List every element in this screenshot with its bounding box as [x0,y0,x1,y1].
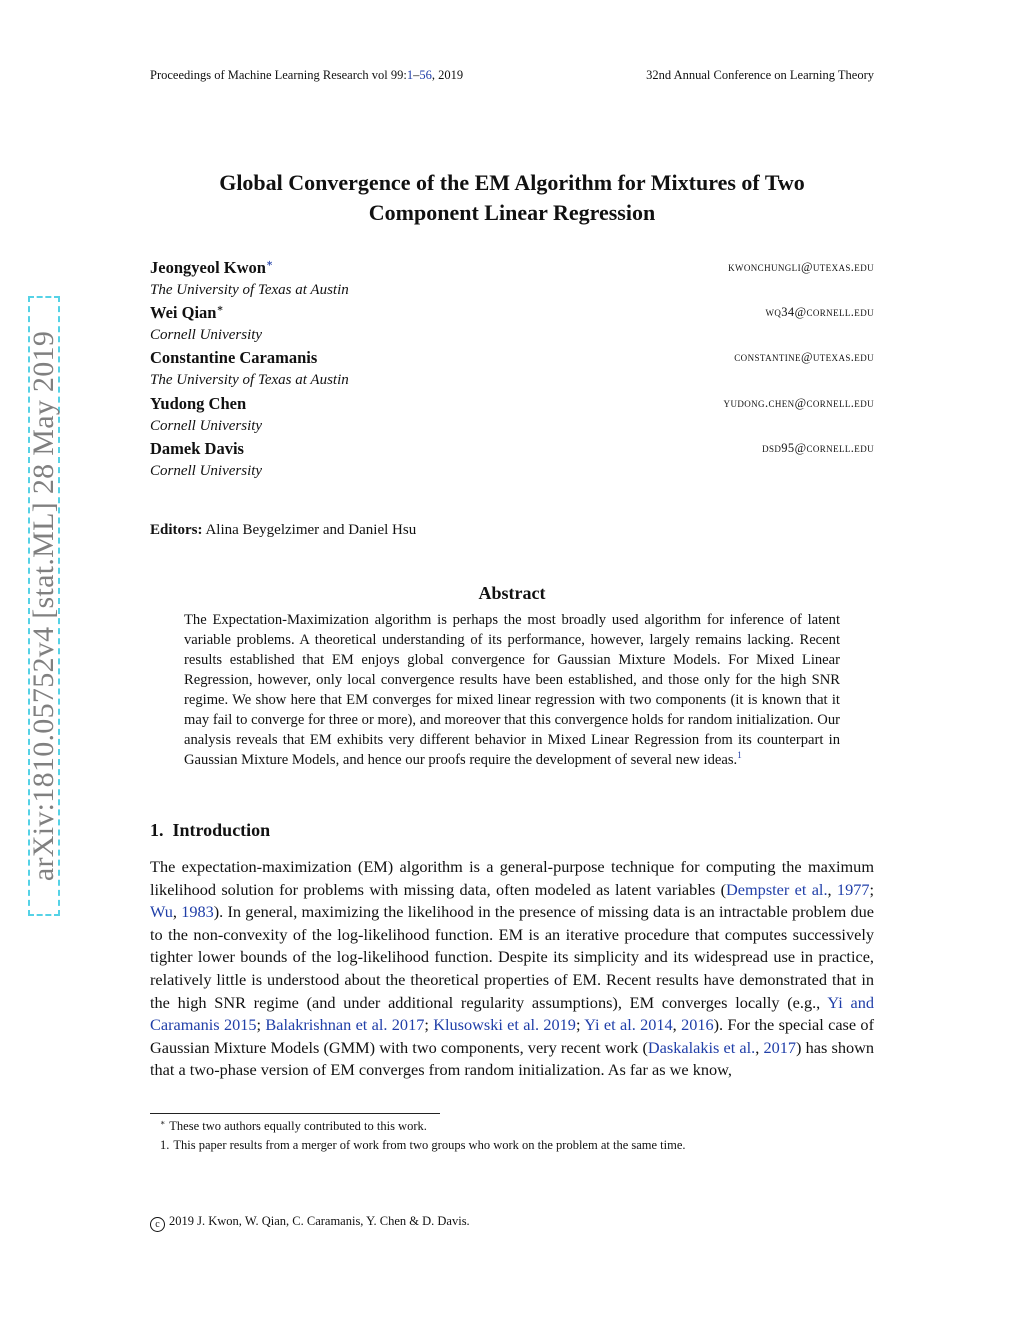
author-affiliation: Cornell University [150,327,263,343]
first-page-link[interactable]: 1 [406,68,414,82]
citation-link[interactable]: Wu [150,902,173,922]
copyright-line: c 2019 J. Kwon, W. Qian, C. Caramanis, Y. Chen & D. Davis. [150,1214,470,1232]
abstract-text: The Expectation-Maximization algorithm is perhaps the most broadly used algorithm for inference of latent variable problems. A theoretical understanding of its performance, however, largely remains lacking. Recent results established that EM enjoys global convergence for Gaussian Mixture Models. For Mixed Linear Regression, however, only local convergence results have been established, and those only for the high SNR regime. We show here that EM converges for mixed linear regression with two components (it is known that it may fail to converge for three or more), and moreover that this convergence holds for random initialization. Our analysis reveals that EM exhibits very different behavior in Mixed Linear Regression from its counterpart in Gaussian Mixture Models, and hence our proofs require the development of several new ideas.$^1$ [184,612,840,768]
citation-link[interactable]: 1983 [181,902,214,922]
author-row [150,303,874,325]
author-affiliation: Cornell University [150,463,263,479]
footnote-star: ∗ These two authors equally contributed to this work. [160,1117,427,1133]
arxiv-stamp [24,290,64,920]
author-row [150,348,874,370]
footnote-rule [150,1113,440,1114]
footnote-1: 1. This paper results from a merger of work from two groups who work on the problem at the same time. [160,1138,686,1152]
author-name: Damek Davis [150,439,244,458]
running-header-right: 32nd Annual Conference on Learning Theory [646,68,874,82]
author-name: Wei Qian∗ [150,303,224,322]
citation-link[interactable]: Daskalakis et al. [647,1037,756,1057]
last-page-link[interactable]: 56 [419,68,432,82]
author-row [150,258,874,280]
author-name: Yudong Chen [150,394,247,413]
citation-link[interactable]: Yi and Caramanis 2015 [150,992,874,1035]
citation-link[interactable]: Dempster et al. [726,879,828,899]
author-affiliation: The University of Texas at Austin [150,282,349,298]
title-line-1: Global Convergence of the EM Algorithm for Mixtures of Two [219,170,805,195]
author-email: wq34@cornell.edu [765,305,874,319]
author-affiliation: Cornell University [150,418,263,434]
author-email: yudong.chen@cornell.edu [723,396,874,410]
author-name: Jeongyeol Kwon∗ [150,258,274,277]
author-affiliation: The University of Texas at Austin [150,372,349,388]
copyright-symbol: c [150,1217,165,1232]
paper-title [150,168,874,228]
running-header-left: Proceedings of Machine Learning Research vol 99:1–56, 2019 [150,68,464,82]
footnote-mark: ∗ [216,303,224,315]
editors-line [150,522,416,539]
author-row [150,394,874,416]
footnote-1-link[interactable]: 1 [737,750,742,761]
title-line-2: Component Linear Regression [368,200,656,225]
author-name: Constantine Caramanis [150,348,318,367]
citation-link[interactable]: Balakrishnan et al. 2017 [265,1015,425,1035]
section-heading: 1. Introduction [150,820,271,840]
intro-paragraph: The expectation-maximization (EM) algorithm is a general-purpose technique for computing the maximum likelihood solution for problems with missing data, often modeled as latent variables (Dempster et al., 1977; Wu, 1983). In general, maximizing the likelihood in the presence of missing data is an intractable problem due to the non-convexity of the log-likelihood function. EM is an iterative procedure that computes successively tighter lower bounds of the log-likelihood function. Despite its simplicity and its widespread use in practice, relatively little is understood about the theoretical properties of EM. Recent results have demonstrated that in the high SNR regime (and under additional regularity assumptions), EM converges locally (e.g., Yi and Caramanis 2015; Balakrishnan et al. 2017; Klusowski et al. 2019; Yi et al. 2014, 2016). For the special case of Gaussian Mixture Models (GMM) with two components, very recent work (Daskalakis et al., 2017) has shown that a two-phase version of EM converges from random initialization. As far as we know, [150,857,875,1080]
footnote-mark-link[interactable]: ∗ [265,258,274,270]
citation-link[interactable]: 2016 [681,1015,714,1035]
citation-link[interactable]: 1977 [836,879,870,899]
abstract-heading: Abstract [478,583,546,603]
author-email: kwonchungli@utexas.edu [728,260,874,274]
author-email: constantine@utexas.edu [734,350,874,364]
author-email: dsd95@cornell.edu [762,441,874,455]
editors-names: Alina Beygelzimer and Daniel Hsu [205,522,417,538]
citation-link[interactable]: Yi et al. 2014 [584,1015,673,1035]
citation-link[interactable]: 2017 [763,1037,797,1057]
citation-link[interactable]: Klusowski et al. 2019 [433,1015,576,1035]
arxiv-stamp-text: arXiv:1810.05752v4 [stat.ML] 28 May 2019 [27,330,60,882]
author-row [150,439,874,461]
editors-label: Editors: [150,522,203,538]
